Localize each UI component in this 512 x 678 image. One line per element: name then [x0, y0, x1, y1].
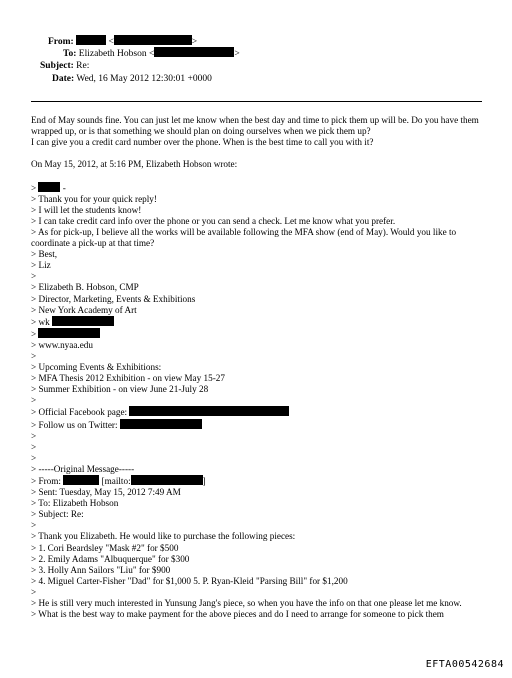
- redaction-box: [38, 182, 60, 192]
- gt-bracket: >: [191, 37, 198, 47]
- original-from: > From: [mailto: ]: [31, 476, 206, 486]
- purchase-item: > 1. Cori Beardsley "Mask #2" for $500: [31, 542, 179, 553]
- header-divider: [31, 101, 482, 102]
- lt-bracket: <: [108, 37, 114, 47]
- redaction-box: [131, 475, 203, 485]
- quoted-line: > I can take credit card info over the phone or you can send a check. Let me know what you prefer.: [31, 215, 396, 226]
- email-body: [31, 115, 489, 620]
- signature-org: > New York Academy of Art: [31, 304, 137, 315]
- quoted-blank: >: [31, 441, 37, 452]
- redaction-box: [52, 316, 114, 326]
- quoted-blank: >: [31, 271, 37, 282]
- quoted-blank: >: [31, 586, 37, 597]
- reply-paragraph-1: End of May sounds fine. You can just let me know when the best day and time to pick them up will be. Do you have them wrapped up, or is that something we should plan on doing ourselves when we pick them up?: [31, 115, 479, 137]
- signature-title: > Director, Marketing, Events & Exhibitions: [31, 293, 196, 304]
- quoted-blank: >: [31, 350, 37, 361]
- signature-name: > Elizabeth B. Hobson, CMP: [31, 282, 139, 293]
- header-date: [52, 73, 212, 86]
- gt-bracket: >: [234, 49, 240, 59]
- purchase-item: > 4. Miguel Carter-Fisher "Dad" for $1,000 5. P. Ryan-Kleid "Parsing Bill" for $1,200: [31, 575, 348, 586]
- subject-label: Subject:: [40, 61, 74, 71]
- redaction-box: [38, 328, 100, 338]
- quoted-blank: >: [31, 430, 37, 441]
- facebook-line: > Official Facebook page:: [31, 406, 489, 418]
- subject-value: Re:: [76, 61, 90, 71]
- original-message-divider: > -----Original Message-----: [31, 463, 135, 474]
- date-value: Wed, 16 May 2012 12:30:01 +0000: [76, 74, 212, 84]
- quoted-line: > Thank you Elizabeth. He would like to purchase the following pieces:: [31, 531, 296, 542]
- signature-web: > www.nyaa.edu: [31, 339, 93, 350]
- to-label: To:: [63, 49, 77, 59]
- redaction-box: [154, 47, 234, 57]
- quoted-line: > As for pick-up, I believe all the works will be available following the MFA show (end of May). Would you like to coordinate a pick-up at that time?: [31, 226, 457, 249]
- quoted-line: > Thank you for your quick reply!: [31, 193, 157, 204]
- from-label: From:: [48, 37, 74, 47]
- quoted-line: > Liz: [31, 260, 51, 271]
- quoted-line: > Best,: [31, 249, 58, 260]
- quoted-blank: >: [31, 452, 37, 463]
- original-sent: > Sent: Tuesday, May 15, 2012 7:49 AM: [31, 487, 181, 498]
- wrote-line: On May 15, 2012, at 5:16 PM, Elizabeth Hobson wrote:: [31, 159, 238, 170]
- quoted-line: > I will let the students know!: [31, 204, 142, 215]
- purchase-item: > 2. Emily Adams "Albuquerque" for $300: [31, 553, 190, 564]
- quoted-salutation: > -: [31, 182, 66, 193]
- quoted-blank: >: [31, 520, 37, 531]
- original-subject: > Subject: Re:: [31, 509, 84, 520]
- reply-paragraph-2: I can give you a credit card number over the phone. When is the best time to call you with it?: [31, 137, 374, 148]
- header-to: [63, 47, 240, 61]
- quoted-line: > Upcoming Events & Exhibitions:: [31, 362, 162, 373]
- redaction-box: [114, 35, 192, 45]
- document-id: EFTA00542684: [425, 659, 504, 670]
- quoted-line: > He is still very much interested in Yunsung Jang's piece, so when you have the info on that one please let me know.: [31, 598, 462, 609]
- redaction-box: [76, 35, 106, 45]
- quoted-line: > What is the best way to make payment for the above pieces and do I need to arrange for someone to pick them: [31, 609, 444, 620]
- quoted-line: > Summer Exhibition - on view June 21-July 28: [31, 384, 209, 395]
- redaction-box: [63, 475, 99, 485]
- purchase-item: > 3. Holly Ann Sailors "Liu" for $900: [31, 564, 171, 575]
- signature-phone: > wk: [31, 316, 489, 328]
- original-to: > To: Elizabeth Hobson: [31, 498, 119, 509]
- quoted-line: > MFA Thesis 2012 Exhibition - on view May 15-27: [31, 373, 225, 384]
- header-subject: [40, 60, 89, 73]
- twitter-line: > Follow us on Twitter:: [31, 419, 489, 431]
- redaction-box: [129, 406, 289, 416]
- to-name: Elizabeth Hobson <: [78, 49, 155, 59]
- signature-redacted: >: [31, 328, 489, 340]
- redaction-box: [120, 419, 202, 429]
- date-label: Date:: [52, 74, 75, 84]
- quoted-blank: >: [31, 395, 37, 406]
